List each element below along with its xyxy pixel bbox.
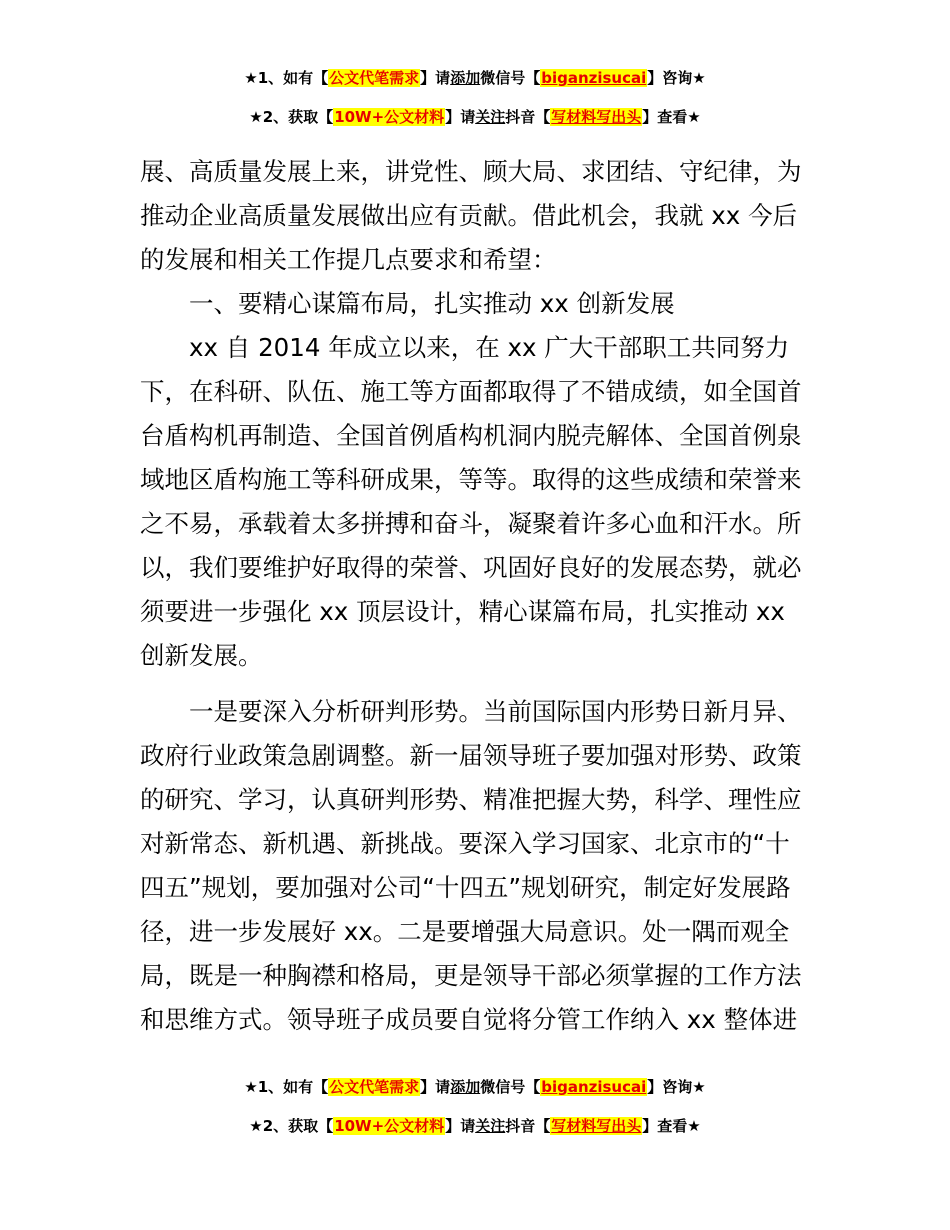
banner-text: 】请: [420, 1078, 451, 1096]
banner-text: 微信号【: [480, 1078, 541, 1096]
section-heading: 一、要精心谋篇布局，扎实推动 xx 创新发展: [140, 289, 675, 318]
banner-highlight-douyin: 写材料写出头: [551, 108, 642, 126]
banner-suffix: 】查看★: [642, 108, 701, 126]
text-line: 的发展和相关工作提几点要求和希望：: [140, 245, 557, 274]
banner-underlined: 添加: [450, 69, 481, 87]
document-body: [140, 150, 812, 1042]
banner-suffix: 】查看★: [642, 1117, 701, 1135]
text-line: 须要进一步强化 xx 顶层设计，精心谋篇布局，扎实推动 xx: [140, 597, 785, 626]
banner-highlight-service: 公文代笔需求: [329, 69, 420, 87]
text-line: 以，我们要维护好取得的荣誉、巩固好良好的发展态势，就必: [140, 553, 802, 582]
banner-underlined: 关注: [475, 108, 506, 126]
banner-text: 】请: [445, 108, 476, 126]
banner-highlight-service: 公文代笔需求: [329, 1078, 420, 1096]
banner-prefix: ★1、如有【: [244, 1078, 329, 1096]
banner-underlined: 添加: [450, 1078, 481, 1096]
text-line: 之不易，承载着太多拼搏和奋斗，凝聚着许多心血和汗水。所: [140, 509, 802, 538]
text-line: 径，进一步发展好 xx。二是要增强大局意识。处一隅而观全: [140, 917, 790, 946]
header-banner-line-1: [0, 67, 950, 89]
text-line: 展、高质量发展上来，讲党性、顾大局、求团结、守纪律，为: [140, 157, 802, 186]
banner-suffix: 】咨询★: [647, 1078, 706, 1096]
text-line: 对新常态、新机遇、新挑战。要深入学习国家、北京市的“十: [140, 829, 790, 858]
text-line: 下，在科研、队伍、施工等方面都取得了不错成绩，如全国首: [140, 377, 802, 406]
text-line: 的研究、学习，认真研判形势、精准把握大势，科学、理性应: [140, 785, 802, 814]
text-line: 创新发展。: [140, 641, 263, 670]
banner-prefix: ★1、如有【: [244, 69, 329, 87]
banner-prefix: ★2、获取【: [249, 1117, 334, 1135]
banner-text: 抖音【: [505, 108, 551, 126]
footer-banner-line-2: [0, 1115, 950, 1137]
header-banner-line-2: [0, 106, 950, 128]
banner-text: 微信号【: [480, 69, 541, 87]
banner-highlight-wechat-id: biganzisucai: [541, 69, 647, 87]
banner-highlight-douyin: 写材料写出头: [551, 1117, 642, 1135]
banner-highlight-materials: 10W+公文材料: [334, 1117, 445, 1135]
banner-suffix: 】咨询★: [647, 69, 706, 87]
text-line: 推动企业高质量发展做出应有贡献。借此机会，我就 xx 今后: [140, 201, 798, 230]
banner-highlight-materials: 10W+公文材料: [334, 108, 445, 126]
text-line: xx 自 2014 年成立以来，在 xx 广大干部职工共同努力: [140, 333, 790, 362]
text-line: 域地区盾构施工等科研成果，等等。取得的这些成绩和荣誉来: [140, 465, 802, 494]
text-line: 台盾构机再制造、全国首例盾构机洞内脱壳解体、全国首例泉: [140, 421, 802, 450]
banner-prefix: ★2、获取【: [249, 108, 334, 126]
banner-text: 】请: [420, 69, 451, 87]
text-line: 和思维方式。领导班子成员要自觉将分管工作纳入 xx 整体进: [140, 1005, 798, 1034]
text-line: 政府行业政策急剧调整。新一届领导班子要加强对形势、政策: [140, 741, 802, 770]
footer-banner-line-1: [0, 1076, 950, 1098]
text-line: 四五”规划，要加强对公司“十四五”规划研究，制定好发展路: [140, 873, 791, 902]
banner-highlight-wechat-id: biganzisucai: [541, 1078, 647, 1096]
banner-underlined: 关注: [475, 1117, 506, 1135]
banner-text: 抖音【: [505, 1117, 551, 1135]
banner-text: 】请: [445, 1117, 476, 1135]
text-line: 局，既是一种胸襟和格局，更是领导干部必须掌握的工作方法: [140, 961, 802, 990]
text-line: 一是要深入分析研判形势。当前国际国内形势日新月异、: [140, 697, 802, 726]
